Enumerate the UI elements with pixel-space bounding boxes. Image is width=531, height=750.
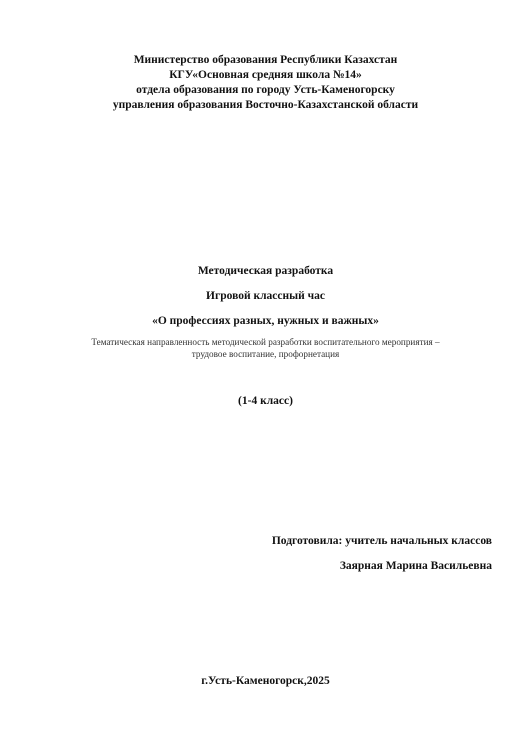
author-name: Заярная Марина Васильевна — [339, 560, 492, 572]
ministry-line: Министерство образования Республики Казахстан — [133, 54, 398, 66]
event-title: «О профессиях разных, нужных и важных» — [152, 315, 379, 327]
grade-range: (1-4 класс) — [238, 395, 293, 407]
prepared-by: Подготовила: учитель начальных классов — [271, 535, 492, 547]
thematic-direction-line-1: Тематическая направленность методической разработки воспитательного мероприятия – — [91, 337, 440, 347]
thematic-direction-line-2: трудовое воспитание, профорнетация — [191, 349, 340, 359]
event-type: Игровой классный час — [206, 290, 325, 302]
city-department-line: отдела образования по городу Усть-Каменогорску — [136, 84, 395, 96]
school-line: КГУ«Основная средняя школа №14» — [169, 69, 362, 81]
place-and-year: г.Усть-Каменогорск,2025 — [201, 675, 330, 687]
region-department-line: управления образования Восточно-Казахстанской области — [112, 99, 419, 111]
document-type: Методическая разработка — [197, 265, 334, 277]
